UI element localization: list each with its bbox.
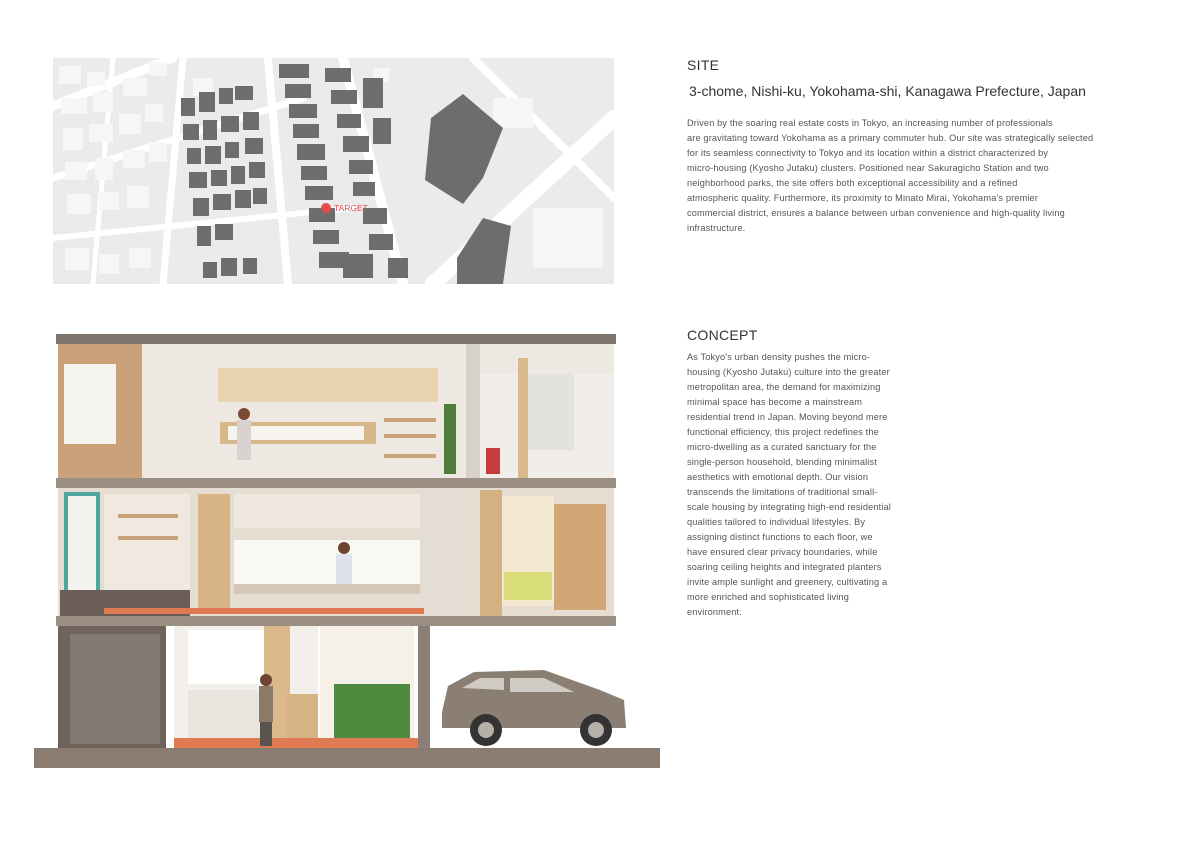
site-paragraph-line: Driven by the soaring real estate costs in Tokyo, an increasing number of professionals xyxy=(687,118,1053,128)
concept-paragraph-line: environment. xyxy=(687,607,742,617)
site-paragraph-line: micro-housing (Kyosho Jutaku) clusters. Positioned near Sakuragicho Station and two xyxy=(687,163,1049,173)
concept-paragraph-line: single-person household, blending minimalist xyxy=(687,457,877,467)
concept-paragraph-line: have ensured clear privacy boundaries, while xyxy=(687,547,878,557)
concept-paragraph xyxy=(687,350,922,620)
site-paragraph-line: neighborhood parks, the site offers both exceptional accessibility and a refined xyxy=(687,178,1018,188)
concept-paragraph-line: more enriched and sophisticated living xyxy=(687,592,849,602)
target-marker xyxy=(321,203,331,213)
site-paragraph xyxy=(687,116,1147,236)
site-heading: SITE xyxy=(687,57,720,73)
concept-paragraph-line: scale housing by integrating high-end residential xyxy=(687,502,891,512)
concept-paragraph-line: micro-dwelling as a curated sanctuary for the xyxy=(687,442,877,452)
concept-paragraph-line: minimal space has become a mainstream xyxy=(687,397,863,407)
concept-heading: CONCEPT xyxy=(687,327,758,343)
concept-paragraph-line: metropolitan area, the demand for maximizing xyxy=(687,382,881,392)
concept-paragraph-line: functional efficiency, this project redefines the xyxy=(687,427,879,437)
site-paragraph-line: infrastructure. xyxy=(687,223,746,233)
concept-paragraph-line: housing (Kyosho Jutaku) culture into the greater xyxy=(687,367,890,377)
house-section-illustration xyxy=(34,334,660,768)
site-paragraph-line: atmospheric quality. Furthermore, its proximity to Minato Mirai, Yokohama's premier xyxy=(687,193,1039,203)
concept-paragraph-line: residential trend in Japan. Moving beyond mere xyxy=(687,412,888,422)
site-map-drawing xyxy=(53,58,614,284)
car-illustration xyxy=(442,670,626,746)
house-section-drawing xyxy=(34,334,660,768)
site-address: 3-chome, Nishi-ku, Yokohama-shi, Kanagawa Prefecture, Japan xyxy=(689,83,1086,99)
concept-paragraph-line: As Tokyo's urban density pushes the micro- xyxy=(687,352,871,362)
site-paragraph-line: for its seamless connectivity to Tokyo and its location within a district characterized by xyxy=(687,148,1049,158)
site-paragraph-line: commercial district, ensures a balance between urban convenience and high-quality living xyxy=(687,208,1065,218)
concept-paragraph-line: invite ample sunlight and greenery, cultivating a xyxy=(687,577,888,587)
concept-paragraph-line: soaring ceiling heights and integrated planters xyxy=(687,562,882,572)
concept-paragraph-line: aesthetics with emotional depth. Our vision xyxy=(687,472,869,482)
concept-paragraph-line: qualities tailored to individual lifestyles. By xyxy=(687,517,866,527)
site-paragraph-line: are gravitating toward Yokohama as a primary commuter hub. Our site was strategically selected xyxy=(687,133,1094,143)
target-label: TARGET xyxy=(334,203,368,213)
concept-paragraph-line: transcends the limitations of traditional small- xyxy=(687,487,878,497)
concept-paragraph-line: assigning distinct functions to each floor, we xyxy=(687,532,873,542)
site-map xyxy=(53,58,614,284)
